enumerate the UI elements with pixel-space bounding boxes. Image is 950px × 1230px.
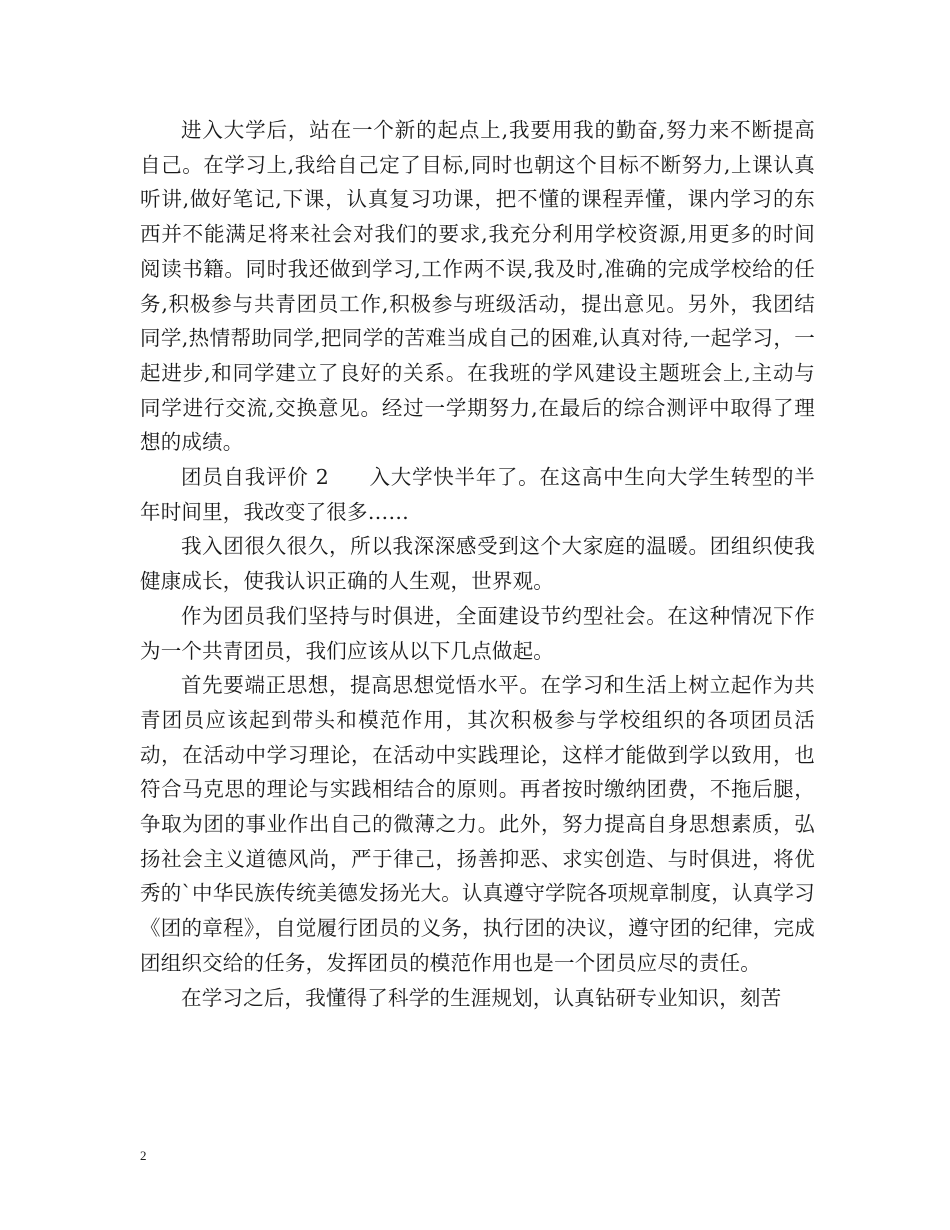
- page-number: 2: [140, 1148, 147, 1163]
- paragraph-2-text: 入大学快半年了。在这高中生向大学生转型的半年时间里，我改变了很多……: [140, 465, 815, 524]
- paragraph-4: 作为团员我们坚持与时俱进，全面建设节约型社会。在这种情况下作为一个共青团员，我们应该从以下几点做起。: [140, 603, 815, 663]
- paragraph-2: [140, 460, 815, 529]
- document-body: [140, 113, 815, 1015]
- paragraph-3: 我入团很久很久，所以我深深感受到这个大家庭的温暖。团组织使我健康成长，使我认识正确的人生观，世界观。: [140, 534, 815, 594]
- paragraph-5: 首先要端正思想，提高思想觉悟水平。在学习和生活上树立起作为共青团员应该起到带头和模范作用，其次积极参与学校组织的各项团员活动，在活动中学习理论，在活动中实践理论，这样才能做到学以致用，也符合马克思的理论与实践相结合的原则。再者按时缴纳团费，不拖后腿，争取为团的事业作出自己的微薄之力。此外，努力提高自身思想素质，弘扬社会主义道德风尚，严于律己，扬善抑恶、求实创造、与时俱进，将优秀的`中华民族传统美德发扬光大。认真遵守学院各项规章制度，认真学习《团的章程》，自觉履行团员的义务，执行团的决议，遵守团的纪律，完成团组织交给的任务，发挥团员的模范作用也是一个团员应尽的责任。: [140, 673, 815, 975]
- paragraph-6: 在学习之后，我懂得了科学的生涯规划，认真钻研专业知识，刻苦: [181, 985, 782, 1010]
- section-heading: 团员自我评价 2: [181, 465, 329, 490]
- paragraph-1: 进入大学后，站在一个新的起点上,我要用我的勤奋,努力来不断提高自己。在学习上,我给自己定了目标,同时也朝这个目标不断努力,上课认真听讲,做好笔记,下课，认真复习功课，把不懂的课程弄懂，课内学习的东西并不能满足将来社会对我们的要求,我充分利用学校资源,用更多的时间阅读书籍。同时我还做到学习,工作两不误,我及时,准确的完成学校给的任务,积极参与共青团员工作,积极参与班级活动，提出意见。另外，我团结同学,热情帮助同学,把同学的苦难当成自己的困难,认真对待,一起学习，一起进步,和同学建立了良好的关系。在我班的学风建设主题班会上,主动与同学进行交流,交换意见。经过一学期努力,在最后的综合测评中取得了理想的成绩。: [140, 118, 815, 455]
